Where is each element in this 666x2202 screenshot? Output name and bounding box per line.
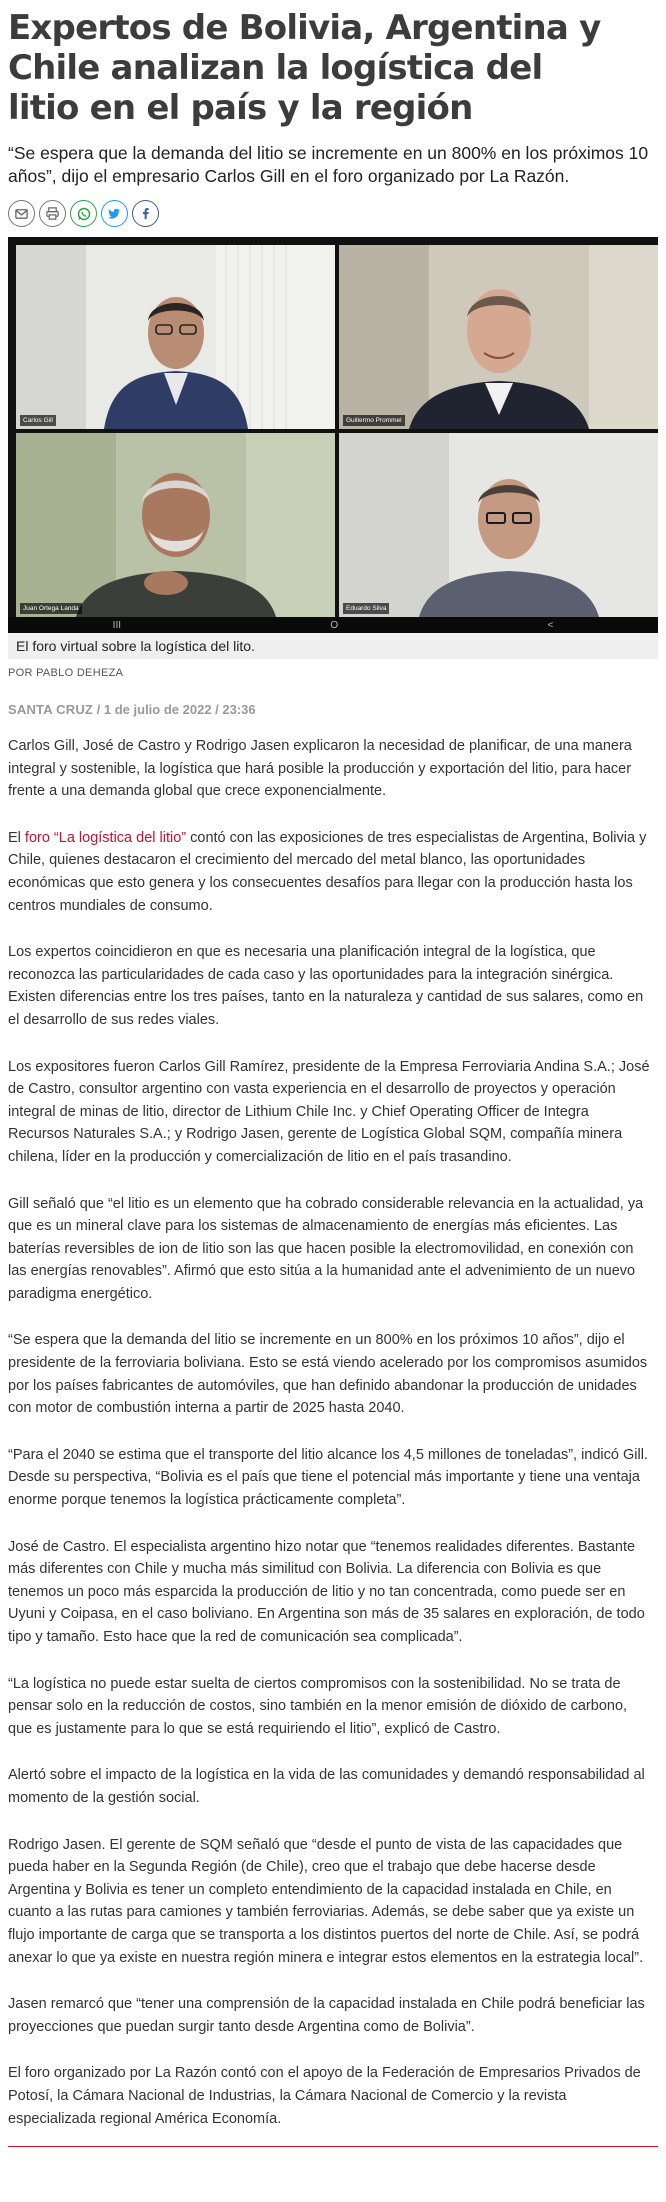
paragraph: Los expertos coincidieron en que es necesaria una planificación integral de la logística, que reconozca las particularidades de cada caso y las oportunidades para la integración sinérgica. Existen diferencias entre los tres países, tanto en la naturaleza y cantidad de sus salares, como en el desarrollo de sus redes viales.: [8, 944, 644, 1028]
dateline-city: SANTA CRUZ: [8, 702, 94, 717]
article-dateline: SANTA CRUZ / 1 de julio de 2022 / 23:36: [8, 702, 256, 717]
paragraph: Alertó sobre el impacto de la logística en la vida de las comunidades y demandó responsabilidad al momento de la gestión social.: [8, 1767, 645, 1806]
email-icon: [14, 206, 29, 221]
twitter-icon: [107, 206, 122, 221]
participant-nameplate: Eduardo Silva: [343, 603, 389, 614]
participant-photo-2: [339, 245, 658, 429]
author-byline: POR PABLO DEHEZA: [8, 667, 124, 679]
home-icon: O: [330, 619, 339, 631]
whatsapp-share-button[interactable]: [70, 200, 97, 227]
video-tile-2: [339, 245, 658, 429]
paragraph-text: contó con las exposiciones de tres especialistas de Argentina, Bolivia y Chile, quienes destacaron el crecimiento del mercado del metal blanco, las oportunidades económicas que esto genera y los consecuentes desafíos para llegar con la producción hasta los centros mundiales de consumo.: [8, 829, 647, 914]
whatsapp-icon: [76, 206, 92, 222]
article-main-image: [8, 237, 658, 633]
forum-link[interactable]: foro “La logística del litio”: [24, 829, 187, 846]
participant-nameplate: Juan Ortega Landa: [20, 603, 82, 614]
share-buttons: [8, 200, 658, 228]
paragraph-text: El: [8, 829, 25, 846]
dateline-date: 1 de julio de 2022 / 23:36: [103, 702, 256, 717]
paragraph: [8, 827, 654, 917]
participant-photo-4: [339, 433, 658, 617]
menu-icon: III: [112, 619, 122, 631]
paragraph: “Para el 2040 se estima que el transporte del litio alcance los 4,5 millones de toneladas”, indicó Gill. Desde su perspectiva, “Bolivia es el país que tiene el potencial más importante y tiene una ventaja enorme porque tenemos la logística prácticamente completa”.: [8, 1446, 648, 1509]
paragraph: Gill señaló que “el litio es un elemento que ha cobrado considerable relevancia en la actualidad, ya que es un mineral clave para los sistemas de almacenamiento de energías más eficientes. Las baterías reversibles de ion de litio son las que hacen posible la electromovilidad, en conexión con las energías renovables”. Afirmó que esto sitúa a la humanidad ante el advenimiento de un nuevo paradigma energético.: [8, 1195, 644, 1302]
paragraph: Carlos Gill, José de Castro y Rodrigo Jasen explicaron la necesidad de planificar, de una manera integral y sostenible, la logística que hará posible la producción y exportación del litio, para hacer frente a una demanda global que crece exponencialmente.: [8, 738, 632, 800]
participant-photo-1: [16, 245, 335, 429]
article-body: [8, 735, 654, 2130]
article-subtitle: “Se espera que la demanda del litio se incremente en un 800% en los próximos 10 años”, dijo el empresario Carlos Gill en el foro organizado por La Razón.: [8, 143, 649, 186]
paragraph: Jasen remarcó que “tener una comprensión de la capacidad instalada en Chile podrá beneficiar las proyecciones que puedan surgir tanto desde Argentina como de Bolivia”.: [8, 1996, 645, 2035]
video-tile-1: [16, 245, 335, 429]
facebook-icon: [138, 206, 153, 221]
facebook-share-button[interactable]: [132, 200, 159, 227]
bottom-divider: [8, 2146, 658, 2147]
paragraph: El foro organizado por La Razón contó con el apoyo de la Federación de Empresarios Privados de Potosí, la Cámara Nacional de Industrias, la Cámara Nacional de Comercio y la revista especializada regional América Economía.: [8, 2065, 641, 2127]
video-navbar: [8, 617, 658, 633]
paragraph: “La logística no puede estar suelta de ciertos compromisos con la sostenibilidad. No se trata de pensar solo en la reducción de costos, sino también en la menor emisión de dióxido de carbono, que es justamente para lo que se está requiriendo el litio”, explicó de Castro.: [8, 1675, 628, 1737]
email-share-button[interactable]: [8, 200, 35, 227]
paragraph: Rodrigo Jasen. El gerente de SQM señaló que “desde el punto de vista de las capacidades que pueda haber en la Segunda Región (de Chile), creo que el trabajo que debe hacerse desde Argentina y Bolivia es tener un completo entendimiento de la capacidad instalada en Chile, en cuanto a las rutas para camiones y también ferroviarias. Además, se debe saber que ya existe un flujo importante de carga que se transporta a los distintos puertos del norte de Chile. Así, se podrá anexar lo que ya existe en nuestra región minera e integrar estos elementos en la estrategia local”.: [8, 1836, 644, 1966]
image-caption: El foro virtual sobre la logística del lito.: [8, 633, 658, 659]
video-tile-4: [339, 433, 658, 617]
paragraph: José de Castro. El especialista argentino hizo notar que “tenemos realidades diferentes. Bastante más diferentes con Chile y mucha más similitud con Bolivia. La diferencia con Bolivia es que tenemos un poco más esparcida la producción de litio y no tan concentrada, como puede ser en Uyuni y Coipasa, en el caso boliviano. En Argentina son más de 35 salares en exploración, de todo tipo y tamaño. Esto hace que la red de comunicación sea complicada”.: [8, 1538, 645, 1645]
twitter-share-button[interactable]: [101, 200, 128, 227]
print-icon: [45, 206, 60, 221]
video-tile-3: [16, 433, 335, 617]
participant-photo-3: [16, 433, 335, 617]
print-share-button[interactable]: [39, 200, 66, 227]
participant-nameplate: Carlos Gill: [20, 415, 56, 426]
back-icon: <: [547, 619, 554, 631]
paragraph: “Se espera que la demanda del litio se incremente en un 800% en los próximos 10 años”, dijo el presidente de la ferroviaria boliviana. Esto se está viendo acelerado por los compromisos asumidos por los países fabricantes de automóviles, que han definido abandonar la producción de unidades con motor de combustión interna a partir de 2025 hasta 2040.: [8, 1332, 648, 1417]
article-headline: Expertos de Bolivia, Argentina y Chile analizan la logística del litio en el país y la región: [8, 8, 601, 128]
participant-nameplate: Guillermo Prommel: [343, 415, 405, 426]
paragraph: Los expositores fueron Carlos Gill Ramírez, presidente de la Empresa Ferroviaria Andina S.A.; José de Castro, consultor argentino con vasta experiencia en el desarrollo de proyectos y operación integral de minas de litio, director de Lithium Chile Inc. y Chief Operating Officer de Integra Recursos Naturales S.A.; y Rodrigo Jasen, gerente de Logística Global SQM, compañía minera chilena, líder en la producción y comercialización de litio en el país trasandino.: [8, 1058, 650, 1165]
